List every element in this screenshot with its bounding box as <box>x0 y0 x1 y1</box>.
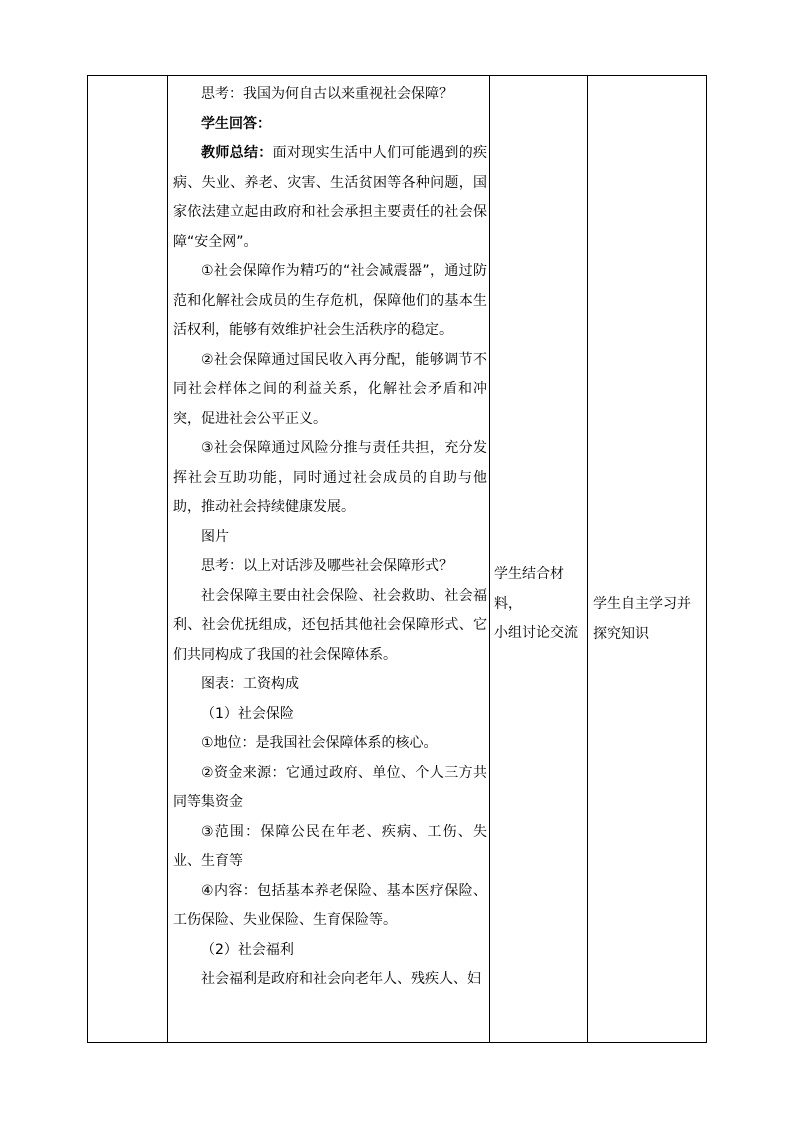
question-2: 思考：以上对话涉及哪些社会保障形式？ <box>201 558 453 574</box>
column-divider <box>489 76 490 1042</box>
section-2-title: （2）社会福利 <box>201 941 294 958</box>
student-activity-line-1: 学生结合材料， <box>494 566 564 612</box>
design-intent-line-2: 探究知识 <box>593 625 649 642</box>
section-1-status: ①地位：是我国社会保障体系的核心。 <box>201 735 438 751</box>
design-intent-line-1: 学生自主学习并 <box>593 596 691 612</box>
section-1-title: （1）社会保险 <box>201 705 294 722</box>
column-divider <box>587 76 588 1042</box>
student-activity <box>494 560 586 649</box>
picture-label: 图片 <box>201 528 229 545</box>
teacher-summary-label: 教师总结： <box>201 145 273 161</box>
section-1-scope: ③范围：保障公民在年老、疾病、工伤、失业、生育等 <box>173 823 487 869</box>
section-1-content: ④内容：包括基本养老保险、基本医疗保险、工伤保险、失业保险、生育保险等。 <box>173 882 487 928</box>
forms-paragraph: 社会保障主要由社会保险、社会救助、社会福利、社会优抚组成，还包括其他社会保障形式、它们共同构成了我国的社会保障体系。 <box>173 587 487 663</box>
column-divider <box>167 76 168 1042</box>
teacher-summary-text: 面对现实生活中人们可能遇到的疾病、失业、养老、灾害、生活贫困等各种问题，国家依法建立起由政府和社会承担主要责任的社会保障“安全网”。 <box>173 145 488 250</box>
point-2: ②社会保障通过国民收入再分配，能够调节不同社会样体之间的利益关系，化解社会矛盾和冲突，促进社会公平正义。 <box>173 351 487 427</box>
student-answer-label: 学生回答： <box>201 115 271 132</box>
chart-label: 图表：工资构成 <box>201 676 299 692</box>
section-2-text: 社会福利是政府和社会向老年人、残疾人、妇 <box>201 971 481 987</box>
section-1-funding: ②资金来源：它通过政府、单位、个人三方共同等集资金 <box>173 764 487 810</box>
teacher-summary <box>173 139 487 257</box>
question-1: 思考：我国为何自古以来重视社会保障？ <box>201 86 453 102</box>
design-intent <box>593 590 705 649</box>
point-1: ①社会保障作为精巧的“社会减震器”，通过防范和化解社会成员的生存危机，保障他们的基本生活权利，能够有效维护社会生活秩序的稳定。 <box>173 263 487 338</box>
student-activity-line-2: 小组讨论交流 <box>494 625 578 641</box>
teaching-content <box>173 80 487 995</box>
lesson-table <box>87 75 707 1043</box>
point-3: ③社会保障通过风险分推与责任共担，充分发挥社会互助功能，同时通过社会成员的自助与他助，推动社会持续健康发展。 <box>173 440 487 515</box>
